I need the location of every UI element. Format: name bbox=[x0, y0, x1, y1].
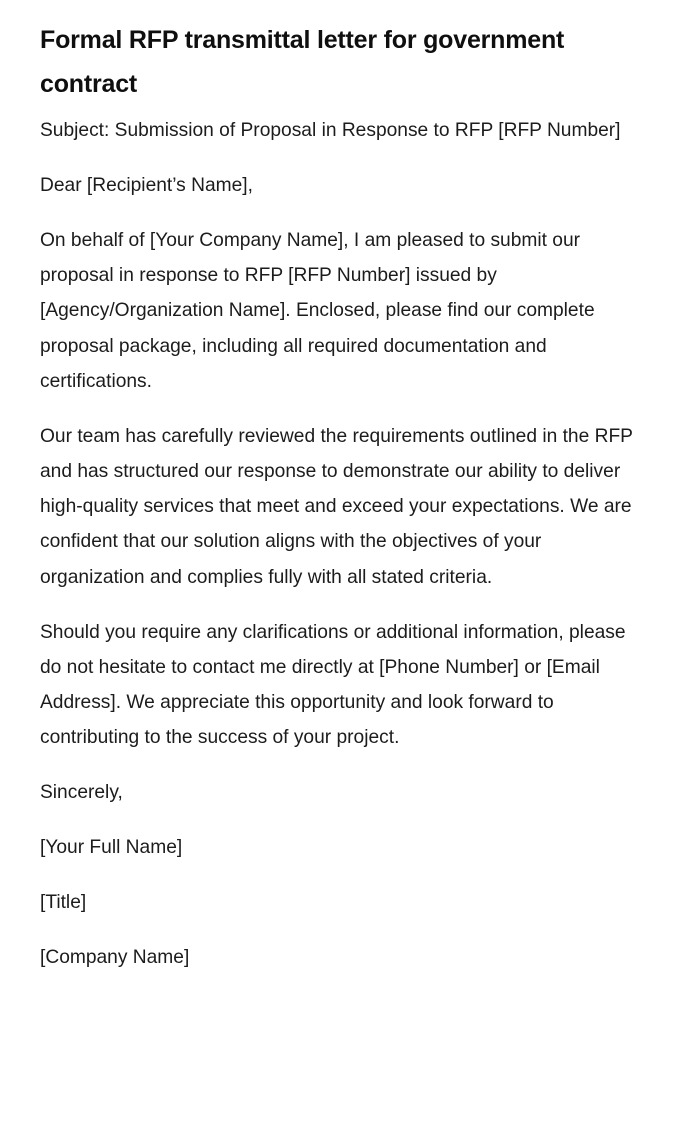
subject-line: Subject: Submission of Proposal in Response to RFP [RFP Number] bbox=[40, 120, 621, 141]
signature-title: [Title] bbox=[40, 892, 87, 914]
document-title: Formal RFP transmittal letter for government contract bbox=[40, 26, 565, 98]
signature-name: [Your Full Name] bbox=[40, 837, 183, 859]
salutation: Dear [Recipient’s Name], bbox=[40, 175, 253, 196]
body-paragraph-contact: Should you require any clarifications or additional information, please do not hesitate to contact me directly at [Phone Number] or [Email Address]. We appreciate this opportunity and look forward to contributing to the success of your project. bbox=[40, 621, 626, 749]
body-paragraph-intro: On behalf of [Your Company Name], I am pleased to submit our proposal in response to RFP [RFP Number] issued by [Agency/Organization Name]. Enclosed, please find our complete proposal package, including all required documentation and certifications. bbox=[40, 230, 595, 392]
letter-document bbox=[40, 18, 645, 975]
signature-company: [Company Name] bbox=[40, 947, 190, 969]
closing: Sincerely, bbox=[40, 782, 123, 804]
body-paragraph-requirements: Our team has carefully reviewed the requirements outlined in the RFP and has structured our response to demonstrate our ability to deliver high-quality services that meet and exceed your expectations. We are confident that our solution aligns with the objectives of your organization and complies fully with all stated criteria. bbox=[40, 425, 633, 588]
